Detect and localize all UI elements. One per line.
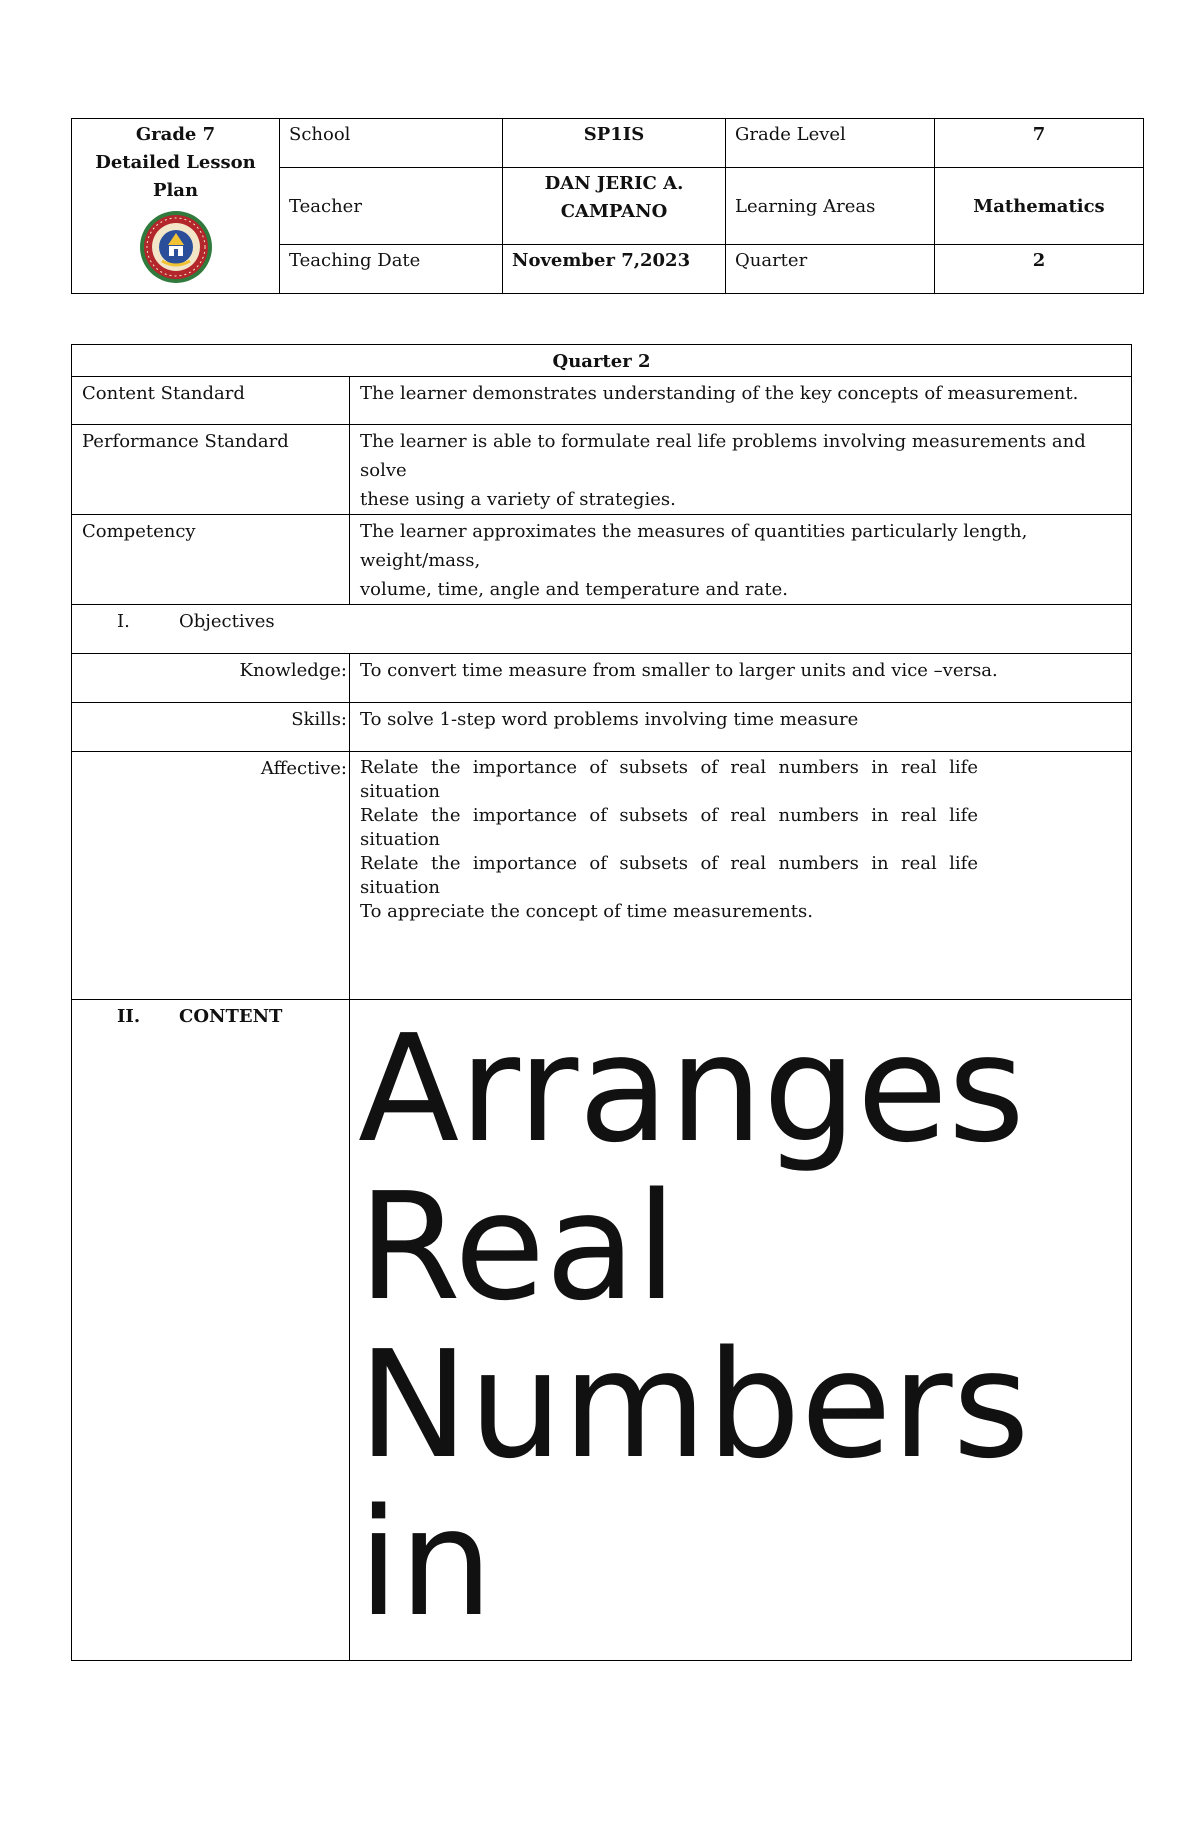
grade-level-label: Grade Level [726, 119, 935, 168]
objectives-label: Objectives [179, 611, 275, 632]
affective-text [350, 752, 1132, 1000]
skills-text: To solve 1-step word problems involving time measure [350, 703, 1132, 752]
affective-item: Relate the importance of subsets of real numbers in real life situation [360, 853, 978, 898]
affective-item: Relate the importance of subsets of real numbers in real life situation [360, 757, 978, 802]
plan-title-line2: Detailed Lesson [95, 152, 256, 173]
content-heading [72, 1000, 350, 1661]
content-standard-label: Content Standard [72, 377, 350, 425]
affective-label: Affective: [72, 752, 350, 1000]
school-seal-icon [138, 209, 214, 285]
performance-standard-text [350, 425, 1132, 515]
competency-line1: The learner approximates the measures of quantities particularly length, weight/mass, [360, 521, 1028, 571]
lesson-header-table [71, 118, 1144, 294]
knowledge-label: Knowledge: [72, 654, 350, 703]
teacher-label: Teacher [280, 168, 503, 245]
objectives-number: I. [117, 611, 130, 632]
teaching-date-value: November 7,2023 [503, 245, 726, 294]
content-cell [350, 1000, 1132, 1661]
performance-standard-line1: The learner is able to formulate real life problems involving measurements and solve [360, 431, 1086, 481]
teacher-value [503, 168, 726, 245]
plan-title-line3: Plan [152, 180, 199, 201]
school-label: School [280, 119, 503, 168]
teacher-name-line1: DAN JERIC A. [544, 173, 684, 194]
performance-standard-label: Performance Standard [72, 425, 350, 515]
skills-label: Skills: [72, 703, 350, 752]
quarter-label: Quarter [726, 245, 935, 294]
plan-title-cell [72, 119, 280, 294]
objectives-heading [72, 605, 1132, 654]
plan-title-line1: Grade 7 [135, 124, 216, 145]
affective-last: To appreciate the concept of time measurements. [360, 901, 813, 922]
content-topic-text: Arranges Real Numbers in [358, 1003, 1030, 1649]
teaching-date-label: Teaching Date [280, 245, 503, 294]
school-value: SP1IS [503, 119, 726, 168]
competency-label: Competency [72, 515, 350, 605]
lesson-plan-table [71, 344, 1132, 1661]
knowledge-text: To convert time measure from smaller to larger units and vice –versa. [350, 654, 1132, 703]
teacher-name-line2: CAMPANO [560, 201, 668, 222]
quarter-heading: Quarter 2 [72, 345, 1132, 377]
competency-line2: volume, time, angle and temperature and rate. [360, 579, 789, 600]
affective-item: Relate the importance of subsets of real numbers in real life situation [360, 805, 978, 850]
performance-standard-line2: these using a variety of strategies. [360, 489, 676, 510]
learning-areas-value: Mathematics [935, 168, 1144, 245]
content-standard-text: The learner demonstrates understanding of the key concepts of measurement. [350, 377, 1132, 425]
quarter-value: 2 [935, 245, 1144, 294]
competency-text [350, 515, 1132, 605]
grade-level-value: 7 [935, 119, 1144, 168]
learning-areas-label: Learning Areas [726, 168, 935, 245]
content-label: CONTENT [179, 1006, 283, 1027]
content-number: II. [117, 1006, 141, 1027]
